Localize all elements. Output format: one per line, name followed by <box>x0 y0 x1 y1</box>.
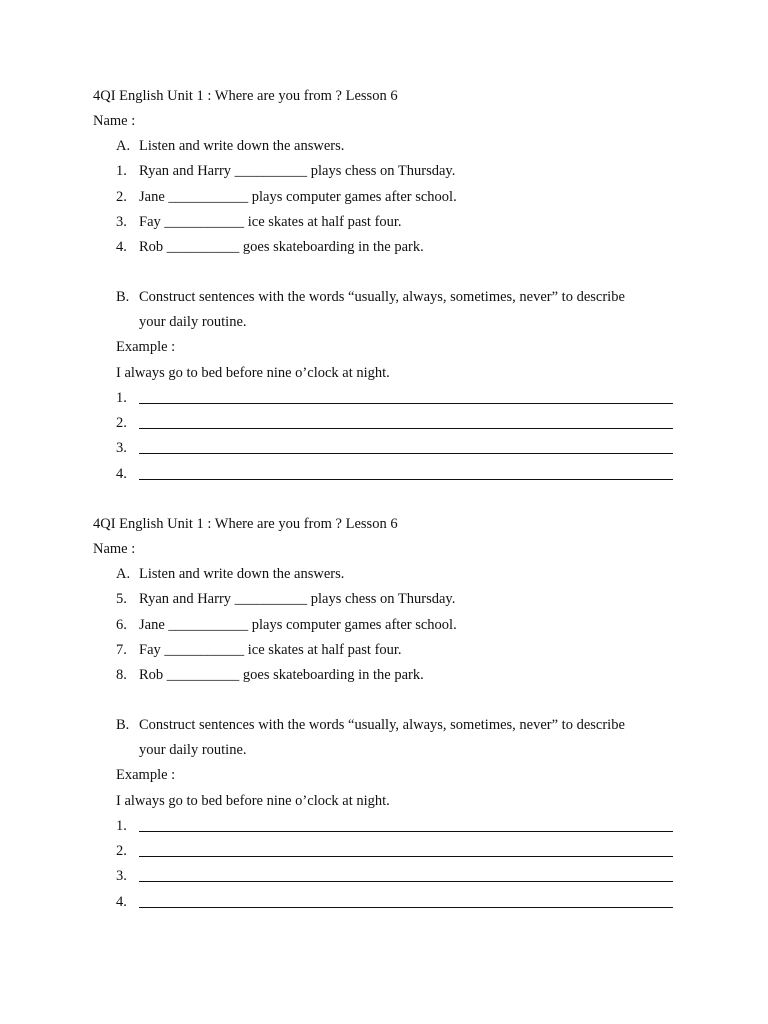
answer-number: 4. <box>116 466 127 482</box>
question-text: Rob __________ goes skateboarding in the park. <box>139 667 424 683</box>
answer-number: 1. <box>116 390 127 406</box>
part-b-instruction-continued: your daily routine. <box>139 314 247 330</box>
question-number: 4. <box>116 239 127 255</box>
question-text: Fay ___________ ice skates at half past four. <box>139 214 402 230</box>
part-a-marker: A. <box>116 138 131 154</box>
example-sentence: I always go to bed before nine o’clock at night. <box>116 793 390 809</box>
part-a-marker: A. <box>116 566 131 582</box>
answer-blank-line[interactable] <box>139 856 673 857</box>
worksheet-header: 4QI English Unit 1 : Where are you from ? Lesson 6 <box>93 516 398 532</box>
part-a-instruction: Listen and write down the answers. <box>139 566 345 582</box>
answer-blank-line[interactable] <box>139 453 673 454</box>
question-text: Fay ___________ ice skates at half past four. <box>139 642 402 658</box>
name-label: Name : <box>93 541 136 557</box>
question-number: 6. <box>116 617 127 633</box>
question-number: 8. <box>116 667 127 683</box>
example-label: Example : <box>116 767 176 783</box>
part-b-marker: B. <box>116 717 130 733</box>
question-text: Jane ___________ plays computer games after school. <box>139 617 457 633</box>
answer-blank-line[interactable] <box>139 403 673 404</box>
answer-blank-line[interactable] <box>139 881 673 882</box>
answer-blank-line[interactable] <box>139 479 673 480</box>
answer-number: 2. <box>116 843 127 859</box>
question-text: Jane ___________ plays computer games after school. <box>139 189 457 205</box>
example-sentence: I always go to bed before nine o’clock at night. <box>116 365 390 381</box>
answer-number: 1. <box>116 818 127 834</box>
part-b-instruction-continued: your daily routine. <box>139 742 247 758</box>
question-text: Ryan and Harry __________ plays chess on Thursday. <box>139 591 456 607</box>
answer-number: 3. <box>116 440 127 456</box>
answer-number: 4. <box>116 894 127 910</box>
part-b-instruction: Construct sentences with the words “usually, always, sometimes, never” to describe <box>139 289 625 305</box>
example-label: Example : <box>116 339 176 355</box>
answer-blank-line[interactable] <box>139 428 673 429</box>
part-b-marker: B. <box>116 289 130 305</box>
part-b-instruction: Construct sentences with the words “usually, always, sometimes, never” to describe <box>139 717 625 733</box>
question-number: 3. <box>116 214 127 230</box>
question-text: Ryan and Harry __________ plays chess on Thursday. <box>139 163 456 179</box>
question-number: 2. <box>116 189 127 205</box>
answer-blank-line[interactable] <box>139 907 673 908</box>
name-label: Name : <box>93 113 136 129</box>
part-a-instruction: Listen and write down the answers. <box>139 138 345 154</box>
answer-number: 2. <box>116 415 127 431</box>
question-text: Rob __________ goes skateboarding in the park. <box>139 239 424 255</box>
question-number: 5. <box>116 591 127 607</box>
worksheet-header: 4QI English Unit 1 : Where are you from ? Lesson 6 <box>93 88 398 104</box>
question-number: 7. <box>116 642 127 658</box>
answer-number: 3. <box>116 868 127 884</box>
answer-blank-line[interactable] <box>139 831 673 832</box>
question-number: 1. <box>116 163 127 179</box>
